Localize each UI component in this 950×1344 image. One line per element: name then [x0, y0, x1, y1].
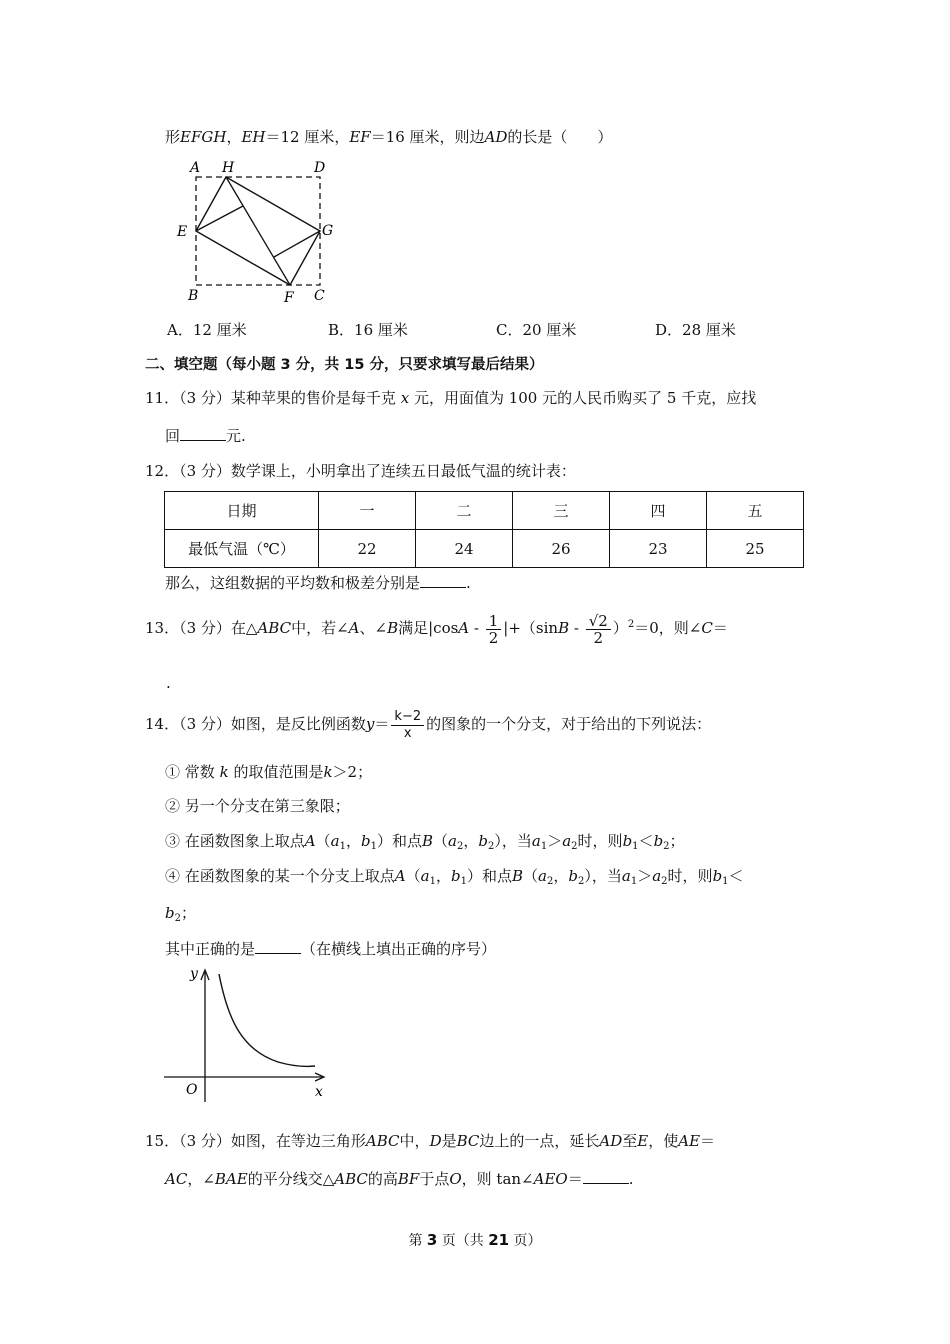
label-b: B — [188, 288, 199, 304]
q15-line1: 15．（3 分）如图，在等边三角形ABC中，D是BC边上的一点，延长AD至E，使AE＝ — [145, 1132, 716, 1150]
fraction-k-minus-2-over-x: $\frac{k-2}{x}$ — [391, 709, 424, 742]
section2-title: 二、填空题（每小题 3 分，共 15 分，只要求填写最后结果） — [145, 357, 544, 373]
q10-rectangle-figure — [170, 155, 345, 305]
q14-statement-2: ② 另一个分支在第三象限； — [165, 797, 350, 815]
table-cell: 23 — [610, 530, 707, 568]
fraction-one-half: $\frac{1}{2}$ — [486, 613, 502, 646]
axis-label-y: y — [190, 966, 198, 982]
q14-statement-4-cont: $b_2$； — [165, 904, 196, 924]
table-cell: 日期 — [165, 492, 319, 530]
q15-answer-blank — [583, 1169, 629, 1184]
q14-answer: 其中正确的是 （在横线上填出正确的序号） — [165, 940, 497, 958]
q12-answer-blank — [420, 573, 466, 588]
table-row — [165, 530, 804, 568]
q14-statement-3: ③ 在函数图象上取点$A(a_1$，$b_1$）和点$B(a_2$，$b_2$），当$a_1>a_2$时，则$b_1<b_2$； — [165, 832, 685, 852]
origin-label: O — [186, 1082, 198, 1098]
hyperbola-graph — [160, 962, 335, 1107]
table-cell: 四 — [610, 492, 707, 530]
label-g: G — [322, 223, 334, 239]
table-cell: 三 — [513, 492, 610, 530]
q10-option-c: C．20 厘米 — [496, 321, 577, 339]
label-f: F — [284, 290, 294, 305]
table-cell: 24 — [416, 530, 513, 568]
table-cell: 一 — [319, 492, 416, 530]
table-cell: 五 — [707, 492, 804, 530]
q14-answer-blank — [255, 939, 301, 954]
temperature-table — [164, 491, 804, 568]
q15-line2: AC，∠BAE的平分线交△ABC的高BF于点O，则 tan∠AEO＝ . — [165, 1170, 634, 1188]
q10-option-a: A．12 厘米 — [167, 321, 247, 339]
table-row — [165, 492, 804, 530]
axis-label-x: x — [315, 1084, 323, 1100]
q14-statement-1: ① 常数 k 的取值范围是k＞2； — [165, 763, 373, 781]
label-d: D — [314, 160, 326, 176]
q12-question: 那么，这组数据的平均数和极差分别是 . — [165, 574, 471, 592]
table-cell: 26 — [513, 530, 610, 568]
q11-line2: 回 元. — [165, 427, 246, 445]
table-cell: 22 — [319, 530, 416, 568]
label-c: C — [314, 288, 325, 304]
q10-intro: 形EFGH，EH＝12 厘米，EF＝16 厘米，则边AD的长是（ ） — [165, 128, 613, 146]
q13-tail: . — [166, 674, 171, 692]
table-cell: 最低气温（℃） — [165, 530, 319, 568]
q10-option-d: D．28 厘米 — [655, 321, 736, 339]
q13-line1: 13．（3 分）在△ABC中，若∠A、∠B满足|cosA - $\frac{1}{2}$ |+（sinB - $\frac{√2}{2}$ ）$^2$＝0，则∠C＝ — [145, 611, 728, 647]
label-e: E — [177, 224, 188, 240]
table-cell: 二 — [416, 492, 513, 530]
page-footer: 第 3 页（共 21 页） — [408, 1231, 542, 1249]
q11-answer-blank — [180, 426, 226, 441]
q10-option-b: B．16 厘米 — [328, 321, 408, 339]
q11-line1: 11．（3 分）某种苹果的售价是每千克 x 元，用面值为 100 元的人民币购买了 5 千克，应找 — [145, 389, 757, 407]
q14-line1: 14．（3 分）如图，是反比例函数y＝ $\frac{k-2}{x}$ 的图象的一个分支，对于给出的下列说法： — [145, 708, 712, 741]
table-cell: 25 — [707, 530, 804, 568]
q12-line1: 12．（3 分）数学课上，小明拿出了连续五日最低气温的统计表： — [145, 462, 576, 480]
label-a: A — [190, 160, 201, 176]
label-h: H — [222, 160, 235, 176]
fraction-root2-half: $\frac{√2}{2}$ — [586, 613, 611, 646]
q14-statement-4: ④ 在函数图象的某一个分支上取点$A(a_1$，$b_1$）和点$B(a_2$，$b_2$），当$a_1>a_2$时，则$b_1<$ — [165, 867, 744, 887]
